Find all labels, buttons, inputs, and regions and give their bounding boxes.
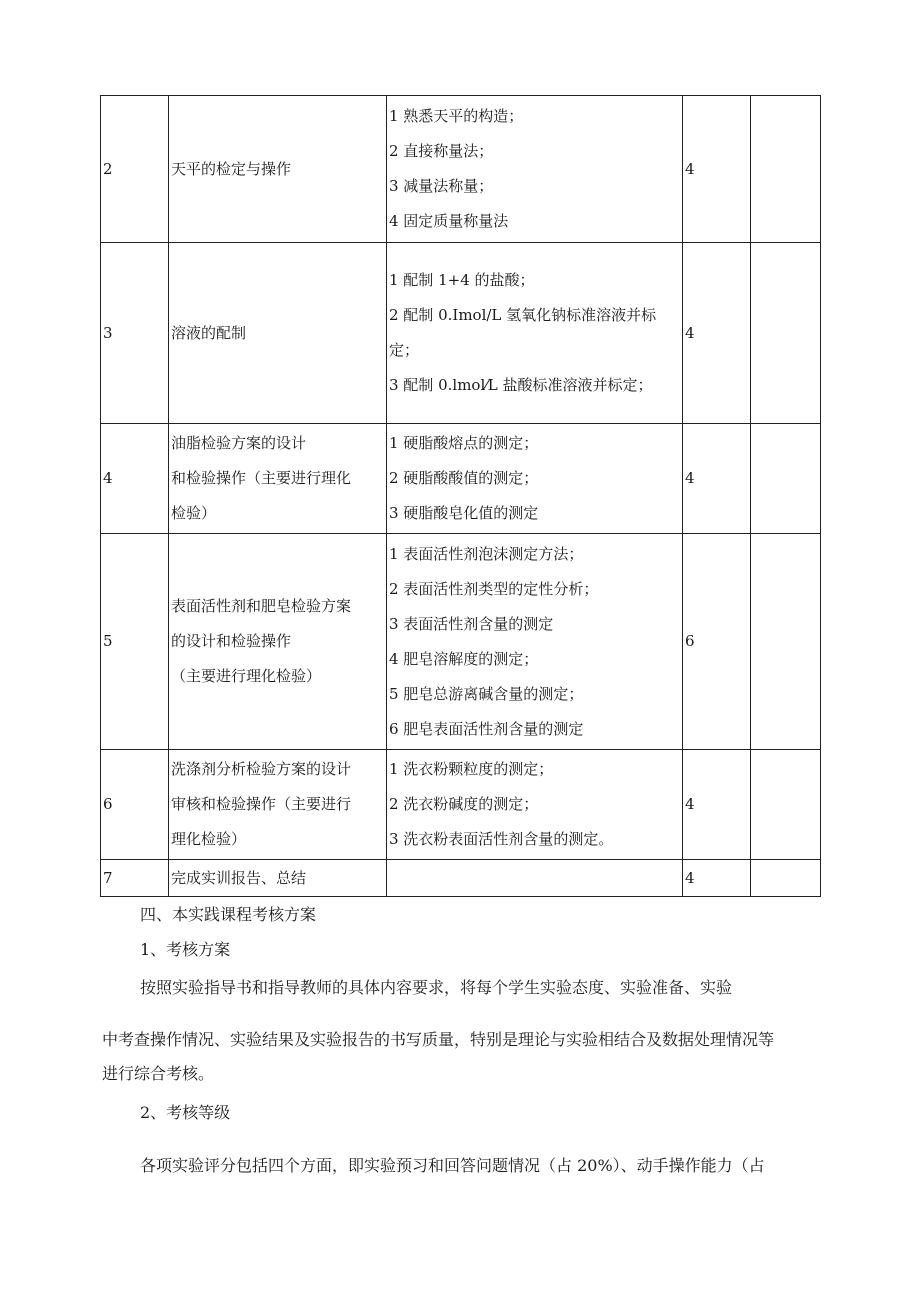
experiment-name-cell xyxy=(169,424,387,534)
experiment-content-cell-line: 1 熟悉天平的构造； xyxy=(389,107,524,125)
table-row xyxy=(101,750,821,860)
subheading-assessment-plan: 1、考核方案 xyxy=(140,940,231,959)
table-row xyxy=(101,860,821,897)
experiment-content-cell-line: 6 肥皂表面活性剂含量的测定 xyxy=(389,719,584,738)
experiment-content-cell-line: 2 硬脂酸酸值的测定； xyxy=(389,469,539,487)
experiment-name-cell-line: 和检验操作（主要进行理化 xyxy=(171,469,352,487)
hours-cell: 4 xyxy=(683,750,751,860)
experiment-content-cell-line: 1 硬脂酸熔点的测定； xyxy=(389,434,539,452)
remarks-cell xyxy=(751,424,821,534)
experiment-name-cell-line: 检验） xyxy=(171,504,217,522)
course-plan-table xyxy=(100,95,821,897)
paragraph-line: 各项实验评分包括四个方面，即实验预习和回答问题情况（占 20%）、动手操作能力（占 xyxy=(140,1156,765,1175)
hours-cell: 4 xyxy=(683,243,751,424)
row-number-cell: 3 xyxy=(101,243,169,424)
hours-cell: 4 xyxy=(683,860,751,897)
table-row xyxy=(101,96,821,243)
experiment-name-cell-line: 理化检验） xyxy=(171,830,247,848)
experiment-content-cell-line: 3 配制 0.lmol⁄L 盐酸标准溶液并标定； xyxy=(389,376,653,394)
row-number-cell: 5 xyxy=(101,534,169,750)
paragraph-line: 按照实验指导书和指导教师的具体内容要求，将每个学生实验态度、实验准备、实验 xyxy=(140,978,733,997)
experiment-content-cell-line: 2 洗衣粉碱度的测定； xyxy=(389,795,539,813)
hours-cell: 4 xyxy=(683,424,751,534)
experiment-content-cell-line: 1 洗衣粉颗粒度的测定； xyxy=(389,760,554,778)
experiment-name-cell xyxy=(169,96,387,243)
table-row xyxy=(101,534,821,750)
experiment-content-cell xyxy=(387,424,683,534)
experiment-name-cell-line: 完成实训报告、总结 xyxy=(171,868,307,887)
experiment-name-cell xyxy=(169,860,387,897)
experiment-content-cell-line: 4 肥皂溶解度的测定； xyxy=(389,649,539,668)
experiment-content-cell xyxy=(387,750,683,860)
experiment-name-cell-line: 洗涤剂分析检验方案的设计 xyxy=(171,760,352,778)
remarks-cell xyxy=(751,96,821,243)
experiment-content-cell-line: 3 减量法称量； xyxy=(389,177,494,195)
experiment-name-cell-line: 的设计和检验操作 xyxy=(171,632,292,650)
experiment-content-cell-line: 3 洗衣粉表面活性剂含量的测定。 xyxy=(389,830,614,848)
experiment-name-cell-line: 油脂检验方案的设计 xyxy=(171,434,307,452)
course-plan-table-body xyxy=(101,96,821,897)
hours-cell: 6 xyxy=(683,534,751,750)
experiment-content-cell xyxy=(387,534,683,750)
experiment-name-cell xyxy=(169,750,387,860)
experiment-content-cell-line: 定； xyxy=(389,341,420,359)
experiment-content-cell-line: 2 表面活性剂类型的定性分析； xyxy=(389,579,599,598)
remarks-cell xyxy=(751,243,821,424)
row-number-cell: 7 xyxy=(101,860,169,897)
experiment-name-cell xyxy=(169,534,387,750)
experiment-name-cell-line: 溶液的配制 xyxy=(171,323,247,342)
paragraph-line: 中考查操作情况、实验结果及实验报告的书写质量，特别是理论与实验相结合及数据处理情况等 xyxy=(102,1030,775,1049)
paragraph-line: 进行综合考核。 xyxy=(102,1064,215,1083)
experiment-name-cell-line: 天平的检定与操作 xyxy=(171,159,292,178)
subheading-assessment-grade: 2、考核等级 xyxy=(140,1103,231,1122)
experiment-name-cell-line: 审核和检验操作（主要进行 xyxy=(171,795,352,813)
experiment-content-cell-line: 1 表面活性剂泡沫测定方法； xyxy=(389,544,584,563)
experiment-content-cell-line: 3 硬脂酸皂化值的测定 xyxy=(389,504,539,522)
experiment-content-cell xyxy=(387,243,683,424)
row-number-cell: 2 xyxy=(101,96,169,243)
experiment-content-cell-line: 1 配制 1+4 的盐酸； xyxy=(389,271,535,289)
table-row xyxy=(101,424,821,534)
remarks-cell xyxy=(751,750,821,860)
experiment-content-cell-line: 5 肥皂总游离碱含量的测定； xyxy=(389,684,584,703)
remarks-cell xyxy=(751,534,821,750)
experiment-content-cell-line: 2 配制 0.Imol/L 氢氧化钠标准溶液并标 xyxy=(389,306,657,324)
experiment-content-cell xyxy=(387,860,683,897)
table-row xyxy=(101,243,821,424)
row-number-cell: 6 xyxy=(101,750,169,860)
hours-cell: 4 xyxy=(683,96,751,243)
experiment-name-cell xyxy=(169,243,387,424)
experiment-name-cell-line: （主要进行理化检验） xyxy=(171,667,322,685)
experiment-content-cell-line: 3 表面活性剂含量的测定 xyxy=(389,614,554,633)
experiment-content-cell-line: 4 固定质量称量法 xyxy=(389,212,509,230)
experiment-content-cell-line: 2 直接称量法； xyxy=(389,142,494,160)
experiment-name-cell-line: 表面活性剂和肥皂检验方案 xyxy=(171,597,352,615)
row-number-cell: 4 xyxy=(101,424,169,534)
experiment-content-cell xyxy=(387,96,683,243)
remarks-cell xyxy=(751,860,821,897)
section-heading: 四、本实践课程考核方案 xyxy=(140,905,317,924)
